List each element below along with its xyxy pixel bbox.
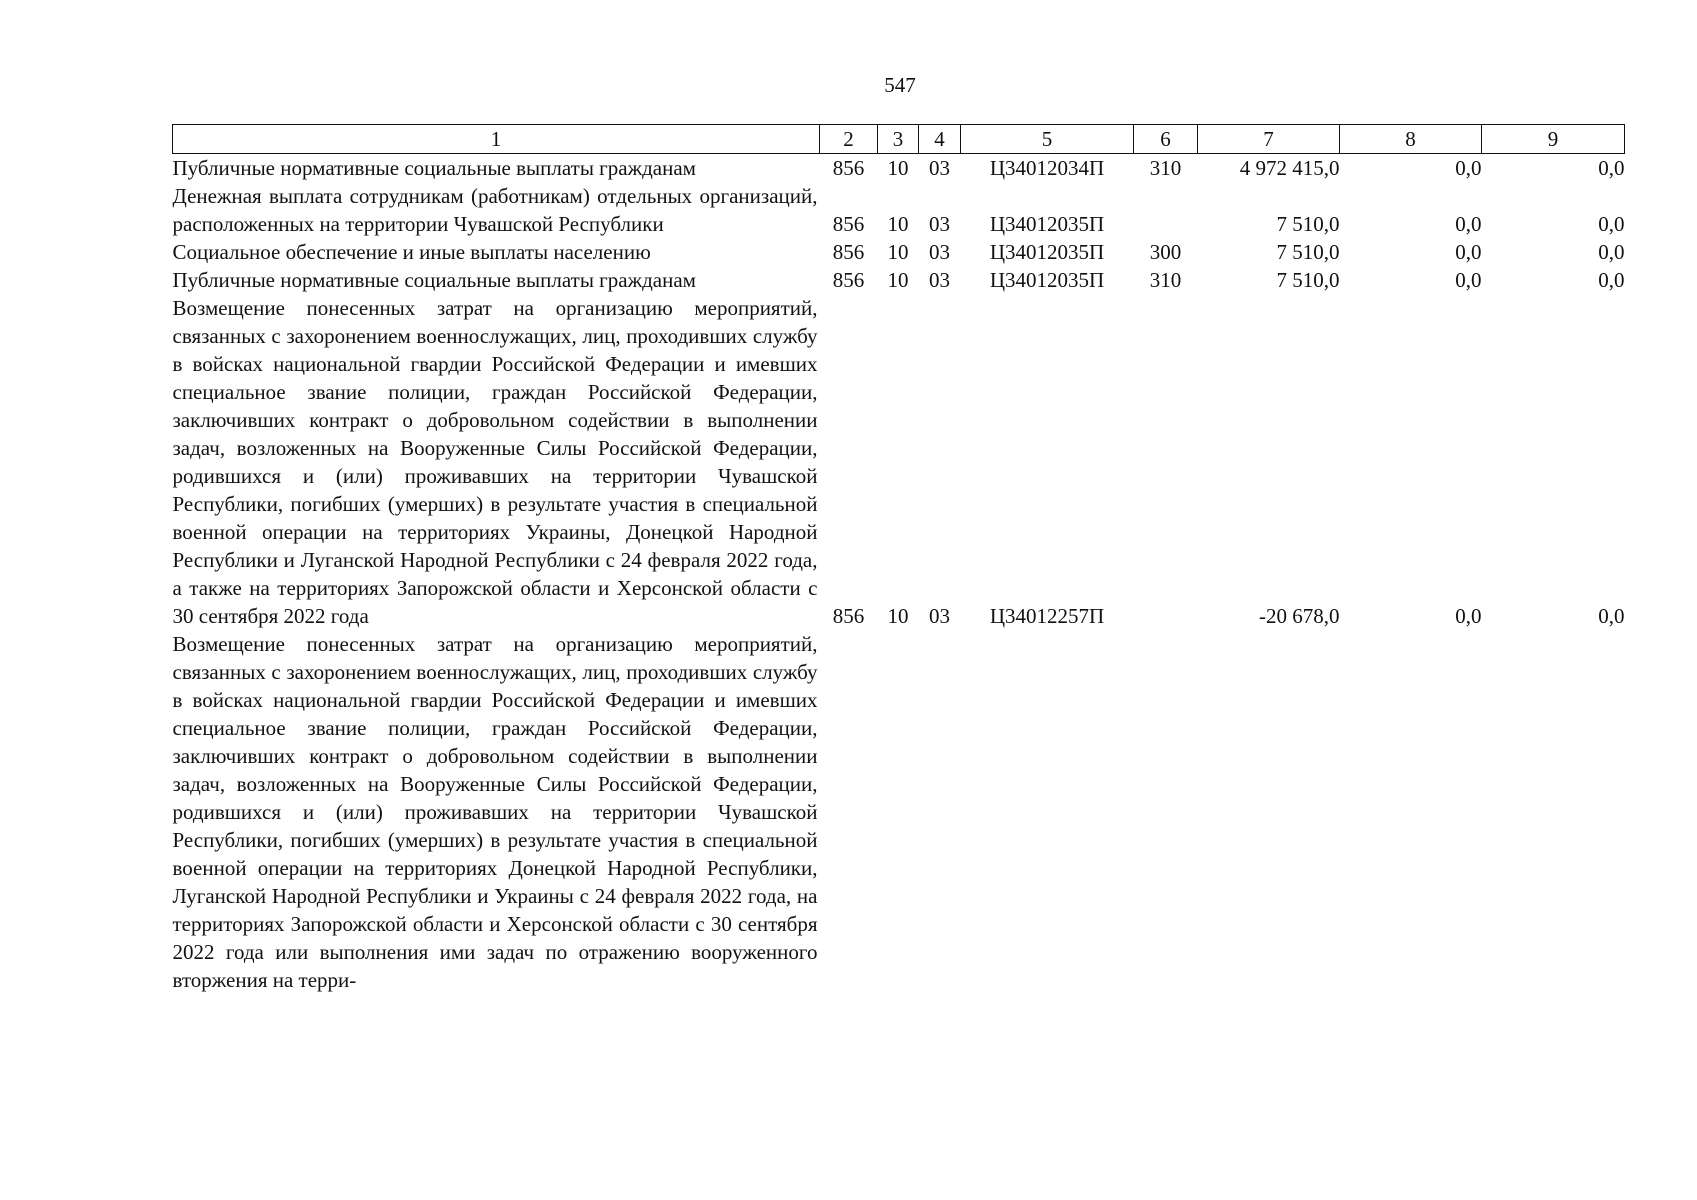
row-amount-3: 0,0 (1598, 268, 1625, 292)
table-header (173, 125, 1625, 154)
row-target-article: Ц34012035П (989, 240, 1105, 264)
row-amount-1: 7 510,0 (1276, 212, 1340, 236)
row-amount-3: 0,0 (1598, 240, 1625, 264)
row-subsection-code: 03 (929, 268, 950, 292)
header-col-7: 7 (1198, 125, 1340, 154)
row-name: Публичные нормативные социальные выплаты гражданам (172, 268, 696, 292)
row-name: Возмещение понесенных затрат на организацию мероприятий, связанных с захоронением военнослужащих, лиц, проходивших службу в войсках национальной гвардии Российской Федерации и имевших специальное звание полиции, граждан Российской Федерации, заключивших контракт о добровольном содействии в выполнении задач, возложенных на Вооруженные Силы Российской Федерации, родившихся и (или) проживавших на территории Чувашской Республики, погибших (умерших) в результате участия в специальной военной операции на территориях Украины, Донецкой Народной Республики и Луганской Народной Республики с 24 февраля 2022 года, а также на территориях Запорожской области и Херсонской области с 30 сентября 2022 года (172, 296, 818, 628)
row-target-article (961, 630, 1134, 994)
row-amount-2: 0,0 (1455, 156, 1482, 180)
row-ministry-code: 856 (832, 240, 865, 264)
row-name: Возмещение понесенных затрат на организацию мероприятий, связанных с захоронением военнослужащих, лиц, проходивших службу в войсках национальной гвардии Российской Федерации и имевших специальное звание полиции, граждан Российской Федерации, заключивших контракт о добровольном содействии в выполнении задач, возложенных на Вооруженные Силы Российской Федерации, родившихся и (или) проживавших на территории Чувашской Республики, погибших (умерших) в результате участия в специальной военной операции на территориях Донецкой Народной Республики, Луганской Народной Республики и Украины с 24 февраля 2022 года, на территориях Запорожской области и Херсонской области с 30 сентября 2022 года или выполнения ими задач по отражению вооруженного вторжения на терри- (172, 632, 818, 992)
row-amount-2 (1340, 630, 1482, 994)
row-expense-type (1134, 294, 1198, 630)
row-amount-3: 0,0 (1598, 156, 1625, 180)
header-row (173, 125, 1625, 154)
table-row (173, 630, 1625, 994)
row-section-code: 10 (887, 240, 909, 264)
page-number: 547 (884, 73, 916, 97)
row-target-article: Ц34012035П (989, 212, 1105, 236)
row-section-code: 10 (887, 156, 909, 180)
row-amount-1: 7 510,0 (1276, 268, 1340, 292)
header-col-4: 4 (919, 125, 961, 154)
row-expense-type: 300 (1149, 240, 1182, 264)
row-target-article: Ц34012034П (989, 156, 1105, 180)
row-target-article: Ц34012035П (989, 268, 1105, 292)
row-section-code (878, 630, 919, 994)
row-section-code: 10 (887, 604, 909, 628)
header-col-5: 5 (961, 125, 1134, 154)
row-amount-3 (1482, 630, 1625, 994)
table-row (173, 238, 1625, 266)
row-amount-1 (1198, 630, 1340, 994)
row-expense-type: 310 (1149, 156, 1182, 180)
row-subsection-code: 03 (929, 240, 950, 264)
row-ministry-code: 856 (832, 156, 865, 180)
table-body (173, 154, 1625, 995)
row-target-article: Ц34012257П (989, 604, 1105, 628)
header-col-6: 6 (1134, 125, 1198, 154)
row-amount-2: 0,0 (1455, 604, 1482, 628)
row-section-code: 10 (887, 212, 909, 236)
table-row (173, 154, 1625, 183)
row-subsection-code: 03 (929, 212, 950, 236)
row-ministry-code: 856 (832, 212, 865, 236)
row-subsection-code (919, 630, 961, 994)
row-expense-type: 310 (1149, 268, 1182, 292)
header-col-8: 8 (1340, 125, 1482, 154)
row-amount-3: 0,0 (1598, 212, 1625, 236)
header-col-1: 1 (173, 125, 820, 154)
row-expense-type (1134, 182, 1198, 238)
row-name: Денежная выплата сотрудникам (работникам) отдельных организаций, расположенных на территории Чувашской Республики (172, 184, 818, 236)
header-col-2: 2 (820, 125, 878, 154)
row-subsection-code: 03 (929, 604, 950, 628)
row-name: Публичные нормативные социальные выплаты гражданам (172, 156, 696, 180)
row-subsection-code: 03 (929, 156, 950, 180)
row-ministry-code: 856 (832, 604, 865, 628)
header-col-3: 3 (878, 125, 919, 154)
row-ministry-code: 856 (832, 268, 865, 292)
row-amount-2: 0,0 (1455, 212, 1482, 236)
row-amount-3: 0,0 (1598, 604, 1625, 628)
table-row (173, 182, 1625, 238)
row-amount-2: 0,0 (1455, 240, 1482, 264)
row-name: Социальное обеспечение и иные выплаты населению (172, 240, 651, 264)
row-amount-1: -20 678,0 (1259, 604, 1340, 628)
row-amount-1: 7 510,0 (1276, 240, 1340, 264)
row-ministry-code (820, 630, 878, 994)
table-row (173, 266, 1625, 294)
header-col-9: 9 (1482, 125, 1625, 154)
row-expense-type (1134, 630, 1198, 994)
table-row (173, 294, 1625, 630)
row-amount-2: 0,0 (1455, 268, 1482, 292)
budget-table (172, 124, 1625, 994)
row-section-code: 10 (887, 268, 909, 292)
row-amount-1: 4 972 415,0 (1239, 156, 1340, 180)
